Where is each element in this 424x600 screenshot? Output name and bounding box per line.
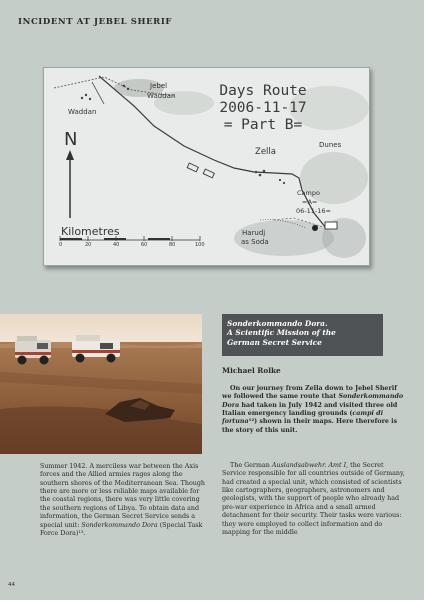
north-label: N [64,129,78,150]
body-paragraph-left: Summer 1942. A merciless war between the Axis forces and the Allied armies rages along the southern shores of the Mediterranean Sea. Though there are more or less reliable maps available for the coastal regions, there was very little covering the southern regions of Libya. To obtain data and information, the German Secret Service sends a special unit: Sonderkommando Dora (Special Task Force Dora)¹³. [40,463,205,537]
map-title [208,83,318,134]
scale-tick-60: 60 [141,242,148,248]
route-map [43,67,370,266]
map-title-line-1: Days Route [219,83,307,99]
article-title-box [222,314,383,356]
page-number: 44 [8,582,15,588]
scale-tick-100: 100 [195,242,205,248]
article-title-line-2: A Scientific Mission of the [227,328,336,338]
scale-tick-0: 0 [59,242,63,248]
map-title-line-3: = Part B= [223,117,303,134]
article-title-line-1: Sonderkommando Dora. [227,319,328,328]
scale-label: Kilometres [61,225,120,238]
place-label-harudj-1: Harudj [242,229,266,237]
running-header: INCIDENT AT JEBEL SHERIF [18,17,173,27]
scale-tick-20: 20 [85,242,92,248]
place-label-campo-2: =A= [302,198,318,206]
article-title-line-3: German Secret Service [227,337,322,347]
body-paragraph-right: The German Auslandsabwehr. Amt I, the Secret Service responsible for all countries outside of Germany, had created a special unit, which consisted of scientists like cartographers, geographers, astronomers and geologists, with the support of people who already had pre-war experience in Africa and a small armed detachment for their security. Their tasks were various: they were employed to collect information and do mapping for the middle [222,462,405,536]
place-label-jebel-waddan-2: Waddan [147,92,176,100]
place-label-harudj-2: as Soda [241,238,269,246]
author-byline: Michael Rolke [222,366,281,375]
place-label-campo-3: 06-11-16= [296,207,331,215]
desert-photo [0,314,202,454]
place-label-jebel-waddan-1: Jebel [150,82,168,90]
place-label-waddan: Waddan [68,108,97,116]
scale-tick-80: 80 [169,242,176,248]
place-label-zella: Zella [255,147,276,157]
intro-paragraph: On our journey from Zella down to Jebel Sherif we followed the same route that Sonderkommando Dora had taken in July 1942 and visited three old Italian emergency landing grounds (campi di fortuna¹²) shown in their maps. Here therefore is the story of this unit. [222,385,404,434]
place-label-campo-1: Campo [297,189,320,197]
scale-tick-40: 40 [113,242,120,248]
place-label-dunes: Dunes [319,141,342,149]
map-title-line-2: 2006-11-17 [219,100,307,117]
